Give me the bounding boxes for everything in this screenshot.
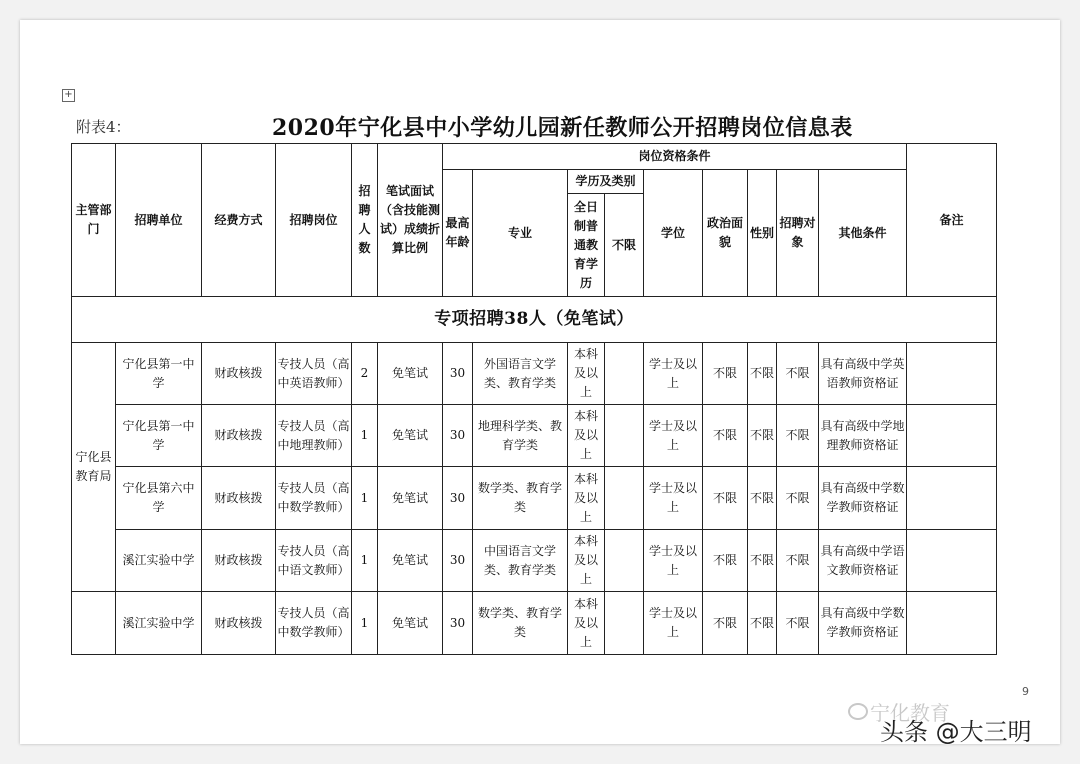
cell-count: 1	[352, 405, 378, 467]
cell-gender: 不限	[748, 467, 777, 530]
cell-age: 30	[443, 467, 473, 530]
cell-count: 1	[352, 467, 378, 530]
cell-other: 具有高级中学语文教师资格证	[819, 530, 907, 592]
cell-target: 不限	[777, 530, 819, 592]
cell-position: 专技人员（高中数学教师）	[276, 592, 352, 655]
cell-funding: 财政核拨	[202, 467, 276, 530]
cell-political: 不限	[703, 467, 748, 530]
table-row	[72, 592, 997, 655]
cell-fulltime: 本科及以上	[568, 405, 605, 467]
cell-target: 不限	[777, 405, 819, 467]
cell-unlimited	[605, 343, 644, 405]
cell-degree: 学士及以上	[644, 343, 703, 405]
header-max-age: 最高年龄	[443, 170, 473, 297]
table-row	[72, 530, 997, 592]
wechat-logo-icon	[848, 703, 868, 720]
cell-ratio: 免笔试	[378, 405, 443, 467]
cell-unit: 溪江实验中学	[116, 530, 202, 592]
cell-position: 专技人员（高中英语教师）	[276, 343, 352, 405]
dept-cell: 宁化县教育局	[72, 343, 116, 592]
cell-major: 中国语言文学类、教育学类	[473, 530, 568, 592]
header-remarks: 备注	[907, 144, 997, 297]
cell-fulltime: 本科及以上	[568, 343, 605, 405]
cell-unit: 溪江实验中学	[116, 592, 202, 655]
cell-position: 专技人员（高中地理教师）	[276, 405, 352, 467]
cell-degree: 学士及以上	[644, 530, 703, 592]
cell-unlimited	[605, 530, 644, 592]
cell-count: 1	[352, 592, 378, 655]
cell-position: 专技人员（高中语文教师）	[276, 530, 352, 592]
cell-remarks	[907, 530, 997, 592]
header-major: 专业	[473, 170, 568, 297]
cell-position: 专技人员（高中数学教师）	[276, 467, 352, 530]
header-qualification-group: 岗位资格条件	[443, 144, 907, 170]
cell-political: 不限	[703, 530, 748, 592]
cell-target: 不限	[777, 467, 819, 530]
cell-other: 具有高级中学数学教师资格证	[819, 592, 907, 655]
cell-ratio: 免笔试	[378, 530, 443, 592]
cell-unlimited	[605, 592, 644, 655]
cell-ratio: 免笔试	[378, 343, 443, 405]
header-funding: 经费方式	[202, 144, 276, 297]
table-move-handle-icon[interactable]: +	[62, 89, 75, 102]
header-degree: 学位	[644, 170, 703, 297]
cell-gender: 不限	[748, 343, 777, 405]
cell-unlimited	[605, 467, 644, 530]
cell-funding: 财政核拨	[202, 343, 276, 405]
cell-count: 1	[352, 530, 378, 592]
cell-unlimited	[605, 405, 644, 467]
toutiao-watermark: 头条 @大三明	[880, 718, 1032, 746]
cell-fulltime: 本科及以上	[568, 592, 605, 655]
cell-funding: 财政核拨	[202, 592, 276, 655]
table-row	[72, 343, 997, 405]
cell-count: 2	[352, 343, 378, 405]
cell-unit: 宁化县第一中学	[116, 405, 202, 467]
cell-political: 不限	[703, 592, 748, 655]
header-ratio: 笔试面试（含技能测试）成绩折算比例	[378, 144, 443, 297]
cell-ratio: 免笔试	[378, 592, 443, 655]
dept-cell-empty	[72, 592, 116, 655]
header-target: 招聘对象	[777, 170, 819, 297]
cell-remarks	[907, 405, 997, 467]
cell-target: 不限	[777, 592, 819, 655]
cell-major: 地理科学类、教育学类	[473, 405, 568, 467]
cell-degree: 学士及以上	[644, 592, 703, 655]
cell-major: 数学类、教育学类	[473, 467, 568, 530]
cell-fulltime: 本科及以上	[568, 467, 605, 530]
cell-ratio: 免笔试	[378, 467, 443, 530]
cell-age: 30	[443, 343, 473, 405]
cell-other: 具有高级中学数学教师资格证	[819, 467, 907, 530]
header-education-group: 学历及类别	[568, 170, 644, 194]
cell-degree: 学士及以上	[644, 405, 703, 467]
header-unlimited: 不限	[605, 194, 644, 297]
cell-remarks	[907, 592, 997, 655]
cell-major: 数学类、教育学类	[473, 592, 568, 655]
header-dept: 主管部门	[72, 144, 116, 297]
cell-fulltime: 本科及以上	[568, 530, 605, 592]
cell-age: 30	[443, 530, 473, 592]
cell-degree: 学士及以上	[644, 467, 703, 530]
cell-remarks	[907, 343, 997, 405]
header-unit: 招聘单位	[116, 144, 202, 297]
attachment-label: 附表4：	[76, 118, 131, 136]
cell-unit: 宁化县第一中学	[116, 343, 202, 405]
cell-unit: 宁化县第六中学	[116, 467, 202, 530]
page-title: 2020年宁化县中小学幼儿园新任教师公开招聘岗位信息表	[272, 115, 853, 141]
header-political: 政治面貌	[703, 170, 748, 297]
cell-major: 外国语言文学类、教育学类	[473, 343, 568, 405]
cell-political: 不限	[703, 343, 748, 405]
cell-age: 30	[443, 405, 473, 467]
cell-gender: 不限	[748, 592, 777, 655]
cell-other: 具有高级中学地理教师资格证	[819, 405, 907, 467]
header-gender: 性别	[748, 170, 777, 297]
cell-funding: 财政核拨	[202, 530, 276, 592]
section-banner: 专项招聘38人（免笔试）	[72, 297, 997, 343]
cell-other: 具有高级中学英语教师资格证	[819, 343, 907, 405]
page-number: 9	[1022, 685, 1029, 698]
header-count: 招聘人数	[352, 144, 378, 297]
recruitment-table	[71, 143, 997, 655]
header-fulltime: 全日制普通教育学历	[568, 194, 605, 297]
header-position: 招聘岗位	[276, 144, 352, 297]
table-row	[72, 467, 997, 530]
table-row	[72, 405, 997, 467]
cell-gender: 不限	[748, 530, 777, 592]
cell-age: 30	[443, 592, 473, 655]
cell-gender: 不限	[748, 405, 777, 467]
cell-remarks	[907, 467, 997, 530]
cell-target: 不限	[777, 343, 819, 405]
header-other: 其他条件	[819, 170, 907, 297]
cell-funding: 财政核拨	[202, 405, 276, 467]
faint-watermark: 宁化教育	[870, 701, 950, 725]
cell-political: 不限	[703, 405, 748, 467]
